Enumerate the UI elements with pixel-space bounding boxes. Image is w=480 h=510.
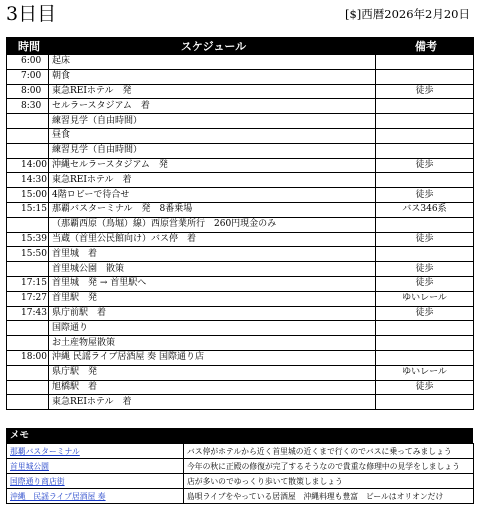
schedule-time-cell	[7, 321, 49, 336]
schedule-row	[7, 143, 474, 158]
schedule-event-cell: 那覇バスターミナル 発 8番乗場	[49, 202, 376, 217]
schedule-note-cell: ゆいレール	[376, 291, 474, 306]
schedule-note-cell: ゆいレール	[376, 365, 474, 380]
date-label: [$]西暦2026年2月20日	[344, 7, 470, 21]
schedule-note-cell	[376, 143, 474, 158]
schedule-note-cell: 徒歩	[376, 380, 474, 395]
schedule-time-cell	[7, 114, 49, 129]
column-header-time: 時間	[7, 38, 49, 55]
schedule-event-cell: 旭橋駅 着	[49, 380, 376, 395]
schedule-time-cell	[7, 395, 49, 410]
schedule-note-cell	[376, 99, 474, 114]
column-header-notes: 備考	[376, 38, 474, 55]
memo-link[interactable]: 首里城公園	[10, 461, 49, 471]
schedule-time-cell: 14:30	[7, 173, 49, 188]
schedule-row	[7, 188, 474, 203]
schedule-row	[7, 55, 474, 70]
schedule-time-cell	[7, 336, 49, 351]
schedule-note-cell: 徒歩	[376, 276, 474, 291]
schedule-time-cell: 7:00	[7, 69, 49, 84]
schedule-row	[7, 69, 474, 84]
schedule-table	[6, 37, 474, 410]
schedule-row	[7, 232, 474, 247]
schedule-event-cell: 4階ロビーで待合せ	[49, 188, 376, 203]
schedule-time-cell: 6:00	[7, 55, 49, 70]
schedule-event-cell: 東急REIホテル 着	[49, 173, 376, 188]
schedule-row	[7, 380, 474, 395]
schedule-row	[7, 365, 474, 380]
schedule-row	[7, 173, 474, 188]
memo-text-cell: 島唄ライブをやっている居酒屋 沖縄料理も豊富 ビールはオリオンだけ	[184, 489, 474, 504]
schedule-event-cell: 起床	[49, 55, 376, 70]
schedule-time-cell: 18:00	[7, 350, 49, 365]
schedule-time-cell: 17:43	[7, 306, 49, 321]
schedule-row	[7, 276, 474, 291]
memo-link-cell	[7, 444, 184, 459]
schedule-row	[7, 247, 474, 262]
schedule-event-cell: 首里駅 発	[49, 291, 376, 306]
schedule-note-cell	[376, 336, 474, 351]
schedule-time-cell	[7, 143, 49, 158]
schedule-note-cell	[376, 395, 474, 410]
schedule-time-cell	[7, 262, 49, 277]
memo-table	[6, 443, 474, 504]
schedule-row	[7, 336, 474, 351]
schedule-row	[7, 202, 474, 217]
schedule-event-cell: セルラースタジアム 着	[49, 99, 376, 114]
schedule-time-cell	[7, 128, 49, 143]
schedule-event-cell: 沖縄セルラースタジアム 発	[49, 158, 376, 173]
schedule-event-cell: （那覇西原（鳥堀）線）西原営業所行 260円現金のみ	[49, 217, 376, 232]
schedule-event-cell: 当蔵（首里公民館向け）バス停 着	[49, 232, 376, 247]
schedule-row	[7, 306, 474, 321]
schedule-row	[7, 350, 474, 365]
memo-row	[7, 444, 474, 459]
schedule-note-cell	[376, 321, 474, 336]
schedule-note-cell	[376, 69, 474, 84]
schedule-time-cell: 17:27	[7, 291, 49, 306]
schedule-time-cell	[7, 217, 49, 232]
schedule-row	[7, 395, 474, 410]
memo-row	[7, 474, 474, 489]
schedule-row	[7, 84, 474, 99]
schedule-event-cell: 昼食	[49, 128, 376, 143]
schedule-row	[7, 114, 474, 129]
schedule-note-cell: 徒歩	[376, 232, 474, 247]
schedule-time-cell	[7, 365, 49, 380]
schedule-time-cell: 17:15	[7, 276, 49, 291]
schedule-note-cell	[376, 350, 474, 365]
schedule-event-cell: 練習見学（自由時間）	[49, 114, 376, 129]
schedule-event-cell: お土産物屋散策	[49, 336, 376, 351]
column-header-schedule: スケジュール	[49, 38, 376, 55]
schedule-event-cell: 首里城 発 → 首里駅へ	[49, 276, 376, 291]
schedule-row	[7, 321, 474, 336]
schedule-note-cell	[376, 173, 474, 188]
memo-link-cell	[7, 459, 184, 474]
schedule-time-cell	[7, 380, 49, 395]
schedule-event-cell: 練習見学（自由時間）	[49, 143, 376, 158]
memo-link[interactable]: 沖縄 民謡ライブ居酒屋 奏	[10, 491, 106, 501]
schedule-event-cell: 県庁駅 発	[49, 365, 376, 380]
schedule-event-cell: 東急REIホテル 着	[49, 395, 376, 410]
schedule-event-cell: 朝食	[49, 69, 376, 84]
schedule-note-cell	[376, 217, 474, 232]
schedule-note-cell: 徒歩	[376, 188, 474, 203]
schedule-row	[7, 128, 474, 143]
memo-link-cell	[7, 489, 184, 504]
schedule-header-row	[7, 38, 474, 55]
schedule-event-cell: 東急REIホテル 発	[49, 84, 376, 99]
schedule-row	[7, 291, 474, 306]
schedule-note-cell	[376, 114, 474, 129]
schedule-note-cell	[376, 247, 474, 262]
schedule-note-cell: 徒歩	[376, 262, 474, 277]
schedule-event-cell: 沖縄 民謡ライブ居酒屋 奏 国際通り店	[49, 350, 376, 365]
schedule-note-cell	[376, 55, 474, 70]
memo-heading: メモ	[6, 428, 473, 443]
memo-text-cell: 店が多いのでゆっくり歩いて散策しましょう	[184, 474, 474, 489]
schedule-time-cell: 15:00	[7, 188, 49, 203]
schedule-event-cell: 県庁前駅 着	[49, 306, 376, 321]
memo-text-cell: 今年の秋に正殿の修復が完了するそうなので貴重な修理中の見学をしましょう	[184, 459, 474, 474]
schedule-note-cell	[376, 128, 474, 143]
schedule-row	[7, 262, 474, 277]
memo-link[interactable]: 国際通り商店街	[10, 476, 65, 486]
schedule-row	[7, 99, 474, 114]
schedule-event-cell: 首里城 着	[49, 247, 376, 262]
schedule-note-cell: バス346系	[376, 202, 474, 217]
memo-row	[7, 459, 474, 474]
schedule-time-cell: 14:00	[7, 158, 49, 173]
schedule-event-cell: 首里城公園 散策	[49, 262, 376, 277]
schedule-row	[7, 217, 474, 232]
schedule-row	[7, 158, 474, 173]
memo-row	[7, 489, 474, 504]
schedule-time-cell: 15:50	[7, 247, 49, 262]
schedule-time-cell: 15:15	[7, 202, 49, 217]
schedule-time-cell: 15:39	[7, 232, 49, 247]
page-title: 3日目	[6, 3, 57, 25]
schedule-note-cell: 徒歩	[376, 306, 474, 321]
schedule-event-cell: 国際通り	[49, 321, 376, 336]
memo-text-cell: バス停がホテルから近く首里城の近くまで行くのでバスに乗ってみましょう	[184, 444, 474, 459]
schedule-time-cell: 8:30	[7, 99, 49, 114]
schedule-note-cell: 徒歩	[376, 158, 474, 173]
memo-link-cell	[7, 474, 184, 489]
schedule-note-cell: 徒歩	[376, 84, 474, 99]
schedule-time-cell: 8:00	[7, 84, 49, 99]
memo-link[interactable]: 那覇バスターミナル	[10, 446, 80, 456]
